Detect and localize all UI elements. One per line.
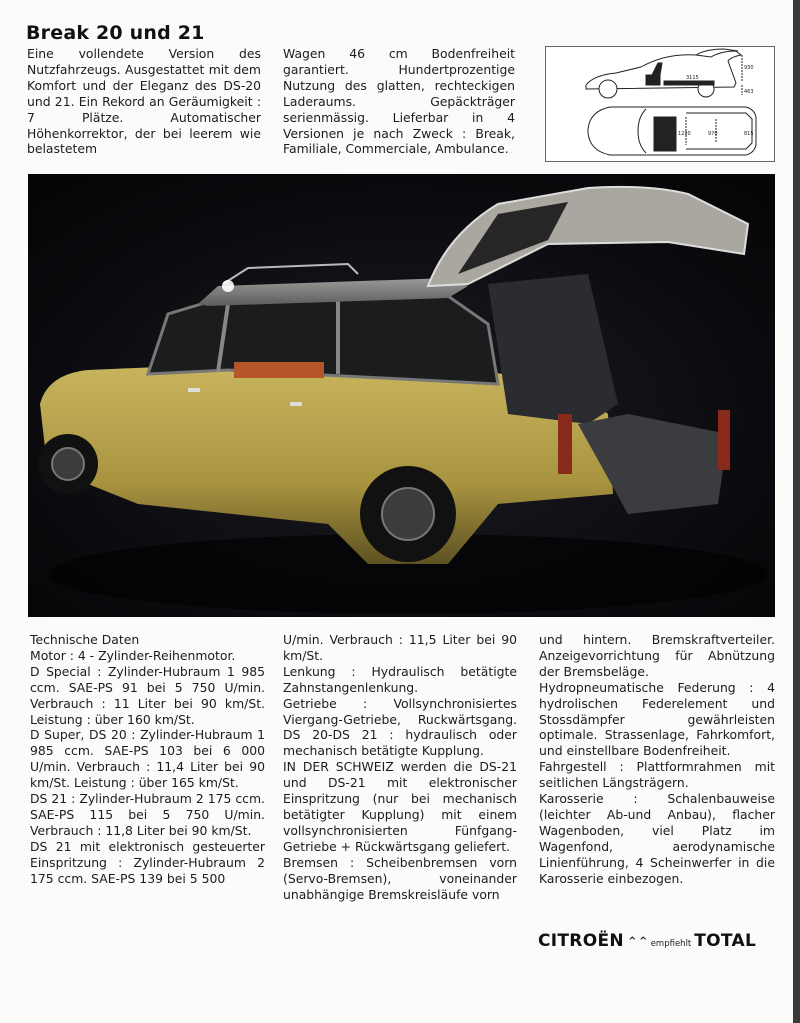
intro-text-2: Wagen 46 cm Bodenfreiheit garantiert. Hundertprozentige Nutzung des glatten, rechteckigen Laderaums. Gepäckträger serienmässig. Lieferbar in 4 Versionen je nach Zweck : Break, Familiale, Commerciale, Ambulance. [283,46,515,157]
tech-spec: Bremsen : Scheibenbremsen vorn (Servo-Bremsen), voneinander unabhängige Bremskreisläufe vorn [283,854,517,902]
citroen-break-illustration [28,174,775,617]
intro-text-1: Eine vollendete Version des Nutzfahrzeugs. Ausgestattet mit dem Komfort und der Eleganz des DS-20 und 21. Ein Rekord an Geräumigkeit : 7 Plätze. Automatischer Höhenkorrektor, der bei leerem wie belastetem [27,46,261,157]
double-chevron-icon: ⌃⌃ [626,935,649,950]
tech-spec: Motor : 4 - Zylinder-Reihenmotor. [30,647,236,663]
tech-spec: Lenkung : Hydraulisch betätigte Zahnstangenlenkung. [283,663,517,695]
car-dimension-drawing [546,47,774,161]
dim-width-2: 970 [708,131,718,137]
tech-spec: Getriebe : Vollsynchronisiertes Viergang-Getriebe, Ruckwärtsgang. DS 20-DS 21 : hydraulisch oder mechanisch betätigte Kupplung. [283,695,517,759]
dim-length: 3115 [686,75,699,81]
tech-column-2 [283,632,517,902]
tech-spec: D Super, DS 20 : Zylinder-Hubraum 1 985 ccm. SAE-PS 103 bei 6 000 U/min. Verbrauch : 11,4 Liter bei 90 km/St. Leistung : über 165 km/St. [30,727,265,791]
total-logo: TOTAL [694,931,757,951]
side-view-drawing [586,49,742,98]
tech-spec: Hydropneumatische Federung : 4 hydrolischen Federelement und Stossdämpfer gewährleisten optimale. Strassenlage, Fahrkomfort, und einstellbare Bodenfreiheit. [539,679,775,759]
car-photo [28,174,775,617]
tech-spec: und hintern. Bremskraftverteiler. Anzeigevorrichtung für Abnützung der Bremsbeläge. [539,632,775,679]
intro-column-1 [27,46,261,157]
tech-heading: Technische Daten [30,632,140,647]
intro-column-2 [283,46,515,157]
tech-column-3 [539,632,775,887]
dim-width-3: 815 [744,131,754,137]
tech-column-1 [30,632,265,887]
tech-spec: IN DER SCHWEIZ werden die DS-21 und DS-21 mit elektronischer Einspritzung (nur bei mechanisch betätigter Kupplung) mit einem vollsynchronisierten Fünfgang-Getriebe + Rückwärtsgang geliefert. [283,759,517,854]
tech-spec: D Special : Zylinder-Hubraum 1 985 ccm. SAE-PS 91 bei 5 750 U/min. Verbrauch : 11 Liter bei 90 km/St. Leistung : über 160 km/St. [30,663,265,727]
dim-sill: 463 [744,89,754,95]
top-view-drawing [588,107,756,155]
tech-spec: DS 21 : Zylinder-Hubraum 2 175 ccm. SAE-PS 115 bei 5 750 U/min. Verbrauch : 11,8 Liter bei 90 km/St. [30,791,265,838]
page-title: Break 20 und 21 [26,22,205,44]
dim-height: 930 [744,65,754,71]
dimension-diagram [545,46,775,162]
tech-spec: Fahrgestell : Plattformrahmen mit seitlichen Längsträgern. [539,759,775,791]
tech-spec: DS 21 mit elektronisch gesteuerter Einspritzung : Zylinder-Hubraum 2 175 ccm. SAE-PS 139 bei 5 500 [30,838,265,886]
page-edge-bar [793,0,800,1023]
brand-logo-line [538,931,756,951]
tech-spec: Karosserie : Schalenbauweise (leichter Ab-und Anbau), flacher Wagenboden, viel Platz im Wagenfond, aerodynamische Linienführung, 4 Scheinwerfer in die Karosserie einbezogen. [539,791,775,886]
citroen-logo: CITROËN [538,931,624,951]
tech-spec: U/min. Verbrauch : 11,5 Liter bei 90 km/St. [283,632,517,663]
dim-width-1: 1220 [678,131,691,137]
recommends-text: empfiehlt [650,939,692,949]
